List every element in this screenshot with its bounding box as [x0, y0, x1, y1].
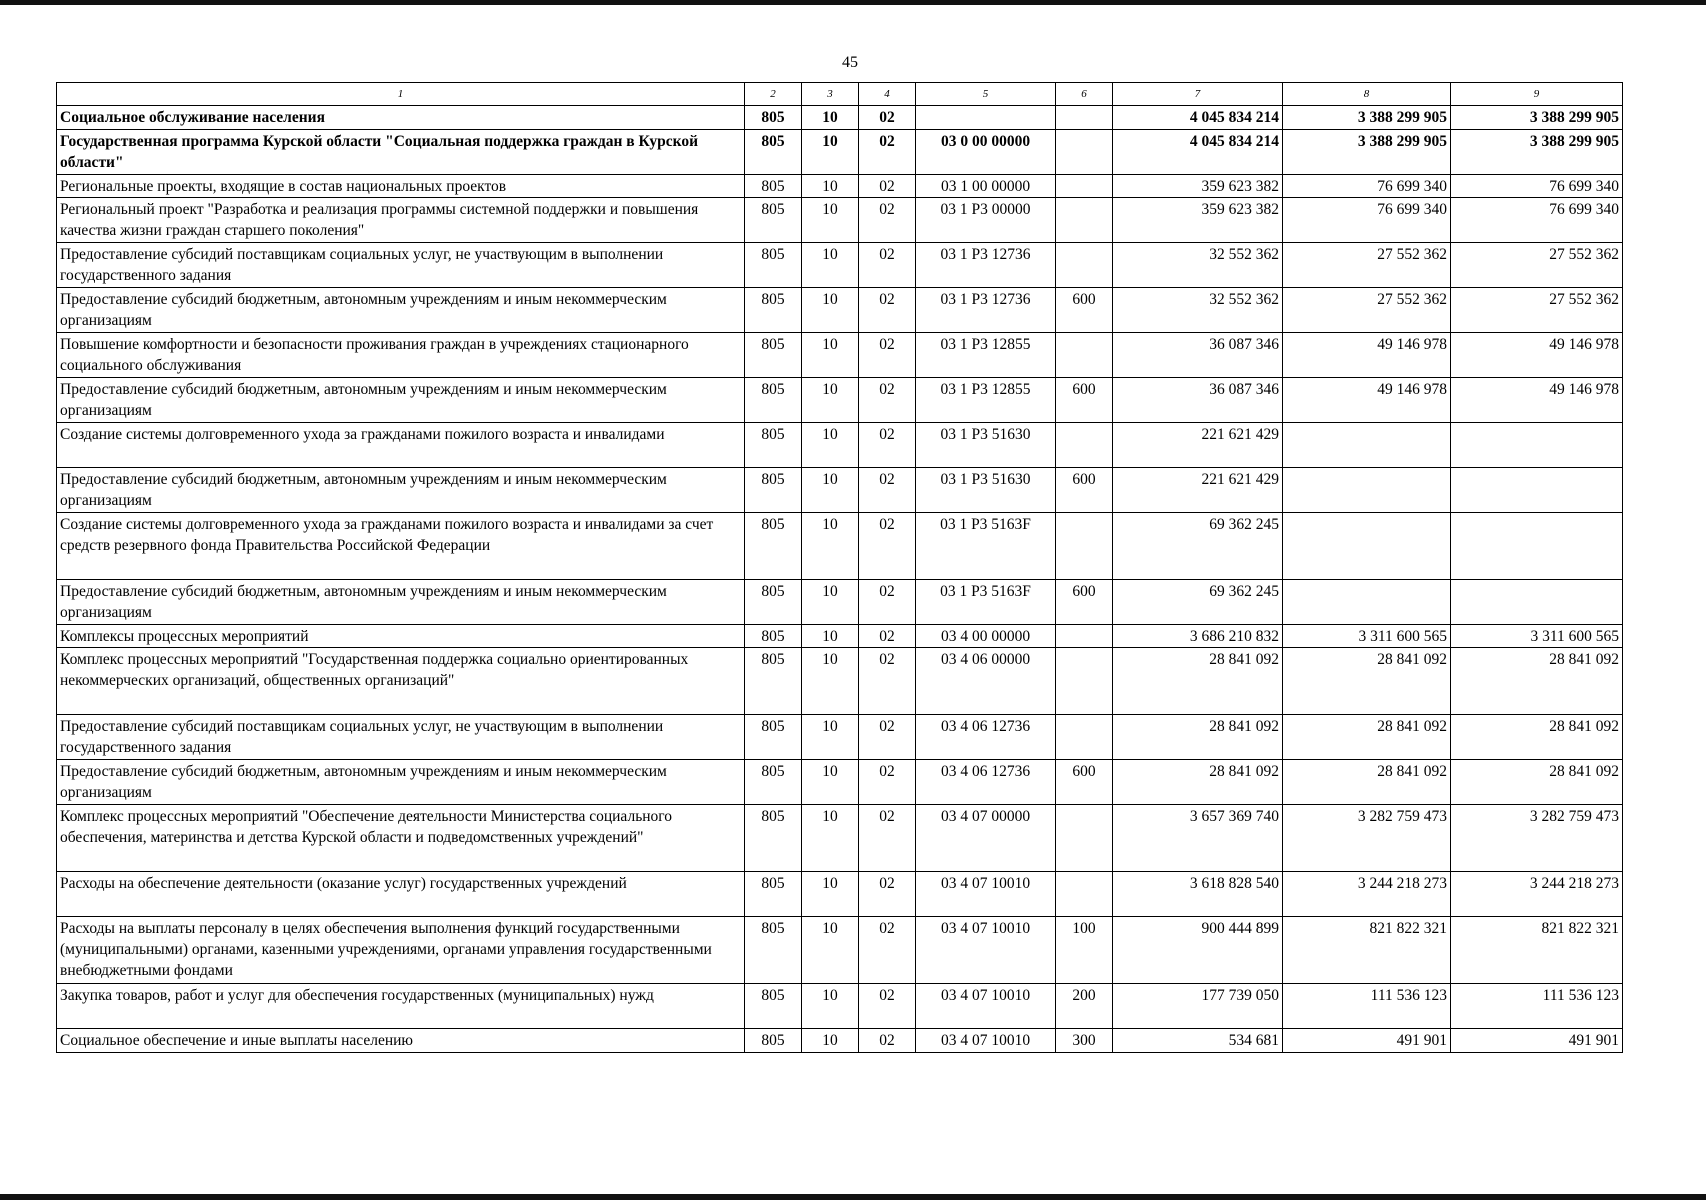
table-row [57, 872, 1623, 917]
cell-ministry-code: 805 [745, 288, 802, 333]
cell-section: 10 [802, 198, 859, 243]
cell-amount-col7: 534 681 [1113, 1029, 1283, 1053]
cell-section: 10 [802, 288, 859, 333]
cell-section: 10 [802, 760, 859, 805]
cell-section: 10 [802, 513, 859, 580]
cell-subsection: 02 [859, 872, 916, 917]
cell-subsection: 02 [859, 243, 916, 288]
table-row [57, 378, 1623, 423]
cell-expense-type: 600 [1056, 288, 1113, 333]
cell-ministry-code: 805 [745, 333, 802, 378]
cell-amount-col8: 76 699 340 [1283, 175, 1451, 198]
table-row [57, 130, 1623, 175]
table-row [57, 175, 1623, 198]
cell-section: 10 [802, 580, 859, 625]
cell-amount-col7: 3 657 369 740 [1113, 805, 1283, 872]
cell-amount-col9 [1451, 513, 1623, 580]
cell-amount-col7: 28 841 092 [1113, 648, 1283, 715]
cell-subsection: 02 [859, 130, 916, 175]
cell-subsection: 02 [859, 715, 916, 760]
cell-subsection: 02 [859, 378, 916, 423]
cell-amount-col9: 49 146 978 [1451, 333, 1623, 378]
cell-amount-col7: 359 623 382 [1113, 198, 1283, 243]
cell-subsection: 02 [859, 513, 916, 580]
row-name: Предоставление субсидий бюджетным, автономным учреждениям и иным некоммерческим организациям [57, 468, 745, 513]
cell-amount-col8: 27 552 362 [1283, 288, 1451, 333]
cell-section: 10 [802, 378, 859, 423]
cell-amount-col8: 27 552 362 [1283, 243, 1451, 288]
table-row [57, 513, 1623, 580]
cell-target-article: 03 4 07 00000 [916, 805, 1056, 872]
cell-ministry-code: 805 [745, 1029, 802, 1053]
column-number: 8 [1283, 83, 1451, 106]
cell-amount-col8: 491 901 [1283, 1029, 1451, 1053]
column-number: 2 [745, 83, 802, 106]
table-row [57, 468, 1623, 513]
cell-section: 10 [802, 333, 859, 378]
cell-section: 10 [802, 917, 859, 984]
cell-amount-col8: 76 699 340 [1283, 198, 1451, 243]
cell-target-article: 03 1 P3 12855 [916, 333, 1056, 378]
cell-ministry-code: 805 [745, 175, 802, 198]
cell-expense-type: 600 [1056, 378, 1113, 423]
table-row [57, 198, 1623, 243]
cell-amount-col8: 3 388 299 905 [1283, 130, 1451, 175]
cell-subsection: 02 [859, 984, 916, 1029]
cell-section: 10 [802, 243, 859, 288]
cell-expense-type: 600 [1056, 760, 1113, 805]
cell-amount-col9: 111 536 123 [1451, 984, 1623, 1029]
cell-ministry-code: 805 [745, 715, 802, 760]
cell-target-article: 03 1 P3 12736 [916, 288, 1056, 333]
cell-amount-col8 [1283, 513, 1451, 580]
cell-section: 10 [802, 175, 859, 198]
row-name: Предоставление субсидий бюджетным, автономным учреждениям и иным некоммерческим организациям [57, 378, 745, 423]
row-name: Предоставление субсидий бюджетным, автономным учреждениям и иным некоммерческим организациям [57, 580, 745, 625]
cell-ministry-code: 805 [745, 760, 802, 805]
column-number-row [57, 83, 1623, 106]
cell-amount-col9: 28 841 092 [1451, 715, 1623, 760]
cell-amount-col7: 3 686 210 832 [1113, 625, 1283, 648]
cell-target-article: 03 1 P3 12855 [916, 378, 1056, 423]
row-name: Комплексы процессных мероприятий [57, 625, 745, 648]
cell-amount-col8: 28 841 092 [1283, 760, 1451, 805]
cell-amount-col7: 36 087 346 [1113, 378, 1283, 423]
cell-amount-col8: 3 311 600 565 [1283, 625, 1451, 648]
row-name: Комплекс процессных мероприятий "Государственная поддержка социально ориентированных некоммерческих организаций, общественных организаций" [57, 648, 745, 715]
cell-section: 10 [802, 106, 859, 130]
table-body [57, 83, 1623, 1053]
cell-section: 10 [802, 648, 859, 715]
scan-edge-top [0, 0, 1706, 5]
cell-subsection: 02 [859, 423, 916, 468]
cell-section: 10 [802, 872, 859, 917]
row-name: Расходы на обеспечение деятельности (оказание услуг) государственных учреждений [57, 872, 745, 917]
cell-amount-col8: 3 282 759 473 [1283, 805, 1451, 872]
cell-amount-col9: 3 311 600 565 [1451, 625, 1623, 648]
column-number: 6 [1056, 83, 1113, 106]
cell-ministry-code: 805 [745, 648, 802, 715]
cell-amount-col8: 821 822 321 [1283, 917, 1451, 984]
row-name: Закупка товаров, работ и услуг для обеспечения государственных (муниципальных) нужд [57, 984, 745, 1029]
cell-amount-col7: 4 045 834 214 [1113, 130, 1283, 175]
cell-target-article: 03 4 07 10010 [916, 917, 1056, 984]
cell-amount-col9: 27 552 362 [1451, 243, 1623, 288]
cell-amount-col9 [1451, 580, 1623, 625]
table-row [57, 1029, 1623, 1053]
row-name: Социальное обслуживание населения [57, 106, 745, 130]
cell-section: 10 [802, 715, 859, 760]
cell-expense-type: 200 [1056, 984, 1113, 1029]
cell-amount-col8: 28 841 092 [1283, 648, 1451, 715]
cell-subsection: 02 [859, 805, 916, 872]
cell-subsection: 02 [859, 760, 916, 805]
cell-amount-col9: 491 901 [1451, 1029, 1623, 1053]
cell-ministry-code: 805 [745, 198, 802, 243]
table-row [57, 648, 1623, 715]
cell-amount-col7: 4 045 834 214 [1113, 106, 1283, 130]
cell-ministry-code: 805 [745, 106, 802, 130]
cell-subsection: 02 [859, 106, 916, 130]
cell-ministry-code: 805 [745, 917, 802, 984]
cell-amount-col9: 3 282 759 473 [1451, 805, 1623, 872]
cell-amount-col7: 900 444 899 [1113, 917, 1283, 984]
cell-amount-col7: 221 621 429 [1113, 423, 1283, 468]
row-name: Комплекс процессных мероприятий "Обеспечение деятельности Министерства социального обеспечения, материнства и детства Курской области и подведомственных учреждений" [57, 805, 745, 872]
column-number: 1 [57, 83, 745, 106]
cell-expense-type [1056, 872, 1113, 917]
cell-subsection: 02 [859, 468, 916, 513]
cell-amount-col9: 27 552 362 [1451, 288, 1623, 333]
cell-amount-col7: 32 552 362 [1113, 288, 1283, 333]
cell-amount-col9: 49 146 978 [1451, 378, 1623, 423]
cell-amount-col9: 76 699 340 [1451, 175, 1623, 198]
cell-expense-type [1056, 198, 1113, 243]
cell-ministry-code: 805 [745, 130, 802, 175]
table-row [57, 760, 1623, 805]
row-name: Социальное обеспечение и иные выплаты населению [57, 1029, 745, 1053]
cell-amount-col8: 28 841 092 [1283, 715, 1451, 760]
cell-target-article: 03 1 P3 5163F [916, 513, 1056, 580]
table-row [57, 243, 1623, 288]
cell-amount-col8: 3 388 299 905 [1283, 106, 1451, 130]
cell-amount-col7: 28 841 092 [1113, 715, 1283, 760]
table-row [57, 805, 1623, 872]
cell-amount-col9: 3 388 299 905 [1451, 106, 1623, 130]
cell-subsection: 02 [859, 625, 916, 648]
column-number: 9 [1451, 83, 1623, 106]
cell-amount-col9 [1451, 468, 1623, 513]
cell-expense-type [1056, 805, 1113, 872]
table-row [57, 288, 1623, 333]
cell-ministry-code: 805 [745, 984, 802, 1029]
scan-edge-bottom [0, 1194, 1706, 1200]
cell-section: 10 [802, 130, 859, 175]
budget-table [56, 82, 1623, 1053]
cell-section: 10 [802, 468, 859, 513]
cell-ministry-code: 805 [745, 378, 802, 423]
cell-section: 10 [802, 1029, 859, 1053]
cell-target-article: 03 4 06 12736 [916, 715, 1056, 760]
cell-amount-col7: 69 362 245 [1113, 580, 1283, 625]
cell-target-article: 03 0 00 00000 [916, 130, 1056, 175]
table-row [57, 580, 1623, 625]
cell-target-article [916, 106, 1056, 130]
cell-amount-col8 [1283, 580, 1451, 625]
cell-expense-type: 100 [1056, 917, 1113, 984]
row-name: Предоставление субсидий бюджетным, автономным учреждениям и иным некоммерческим организациям [57, 760, 745, 805]
cell-amount-col8: 49 146 978 [1283, 333, 1451, 378]
cell-target-article: 03 1 P3 51630 [916, 468, 1056, 513]
column-number: 3 [802, 83, 859, 106]
cell-expense-type: 600 [1056, 468, 1113, 513]
cell-target-article: 03 1 P3 00000 [916, 198, 1056, 243]
row-name: Предоставление субсидий поставщикам социальных услуг, не участвующим в выполнении государственного задания [57, 243, 745, 288]
cell-expense-type: 600 [1056, 580, 1113, 625]
table-row [57, 625, 1623, 648]
cell-target-article: 03 4 06 00000 [916, 648, 1056, 715]
cell-amount-col8 [1283, 423, 1451, 468]
cell-section: 10 [802, 805, 859, 872]
table-row [57, 423, 1623, 468]
row-name: Создание системы долговременного ухода за гражданами пожилого возраста и инвалидами [57, 423, 745, 468]
cell-expense-type [1056, 130, 1113, 175]
cell-amount-col7: 3 618 828 540 [1113, 872, 1283, 917]
cell-subsection: 02 [859, 333, 916, 378]
cell-amount-col9: 3 244 218 273 [1451, 872, 1623, 917]
cell-target-article: 03 4 00 00000 [916, 625, 1056, 648]
cell-ministry-code: 805 [745, 625, 802, 648]
column-number: 7 [1113, 83, 1283, 106]
cell-amount-col7: 28 841 092 [1113, 760, 1283, 805]
cell-expense-type [1056, 106, 1113, 130]
cell-expense-type: 300 [1056, 1029, 1113, 1053]
cell-amount-col8: 3 244 218 273 [1283, 872, 1451, 917]
cell-target-article: 03 1 P3 51630 [916, 423, 1056, 468]
cell-amount-col7: 69 362 245 [1113, 513, 1283, 580]
page-number: 45 [842, 54, 858, 71]
cell-target-article: 03 4 07 10010 [916, 984, 1056, 1029]
row-name: Предоставление субсидий поставщикам социальных услуг, не участвующим в выполнении государственного задания [57, 715, 745, 760]
cell-subsection: 02 [859, 917, 916, 984]
cell-subsection: 02 [859, 288, 916, 333]
cell-amount-col9: 28 841 092 [1451, 760, 1623, 805]
table-row [57, 333, 1623, 378]
cell-amount-col9: 76 699 340 [1451, 198, 1623, 243]
cell-subsection: 02 [859, 175, 916, 198]
cell-target-article: 03 1 00 00000 [916, 175, 1056, 198]
cell-expense-type [1056, 513, 1113, 580]
cell-amount-col8: 49 146 978 [1283, 378, 1451, 423]
cell-amount-col8: 111 536 123 [1283, 984, 1451, 1029]
table-row [57, 106, 1623, 130]
cell-ministry-code: 805 [745, 423, 802, 468]
row-name: Повышение комфортности и безопасности проживания граждан в учреждениях стационарного социального обслуживания [57, 333, 745, 378]
row-name: Расходы на выплаты персоналу в целях обеспечения выполнения функций государственными (муниципальными) органами, казенными учреждениями, органами управления государственными внебюджетными фондами [57, 917, 745, 984]
cell-amount-col7: 32 552 362 [1113, 243, 1283, 288]
row-name: Региональные проекты, входящие в состав национальных проектов [57, 175, 745, 198]
cell-section: 10 [802, 984, 859, 1029]
cell-expense-type [1056, 625, 1113, 648]
cell-amount-col7: 177 739 050 [1113, 984, 1283, 1029]
column-number: 5 [916, 83, 1056, 106]
cell-ministry-code: 805 [745, 805, 802, 872]
cell-amount-col7: 359 623 382 [1113, 175, 1283, 198]
cell-target-article: 03 1 P3 12736 [916, 243, 1056, 288]
cell-target-article: 03 4 06 12736 [916, 760, 1056, 805]
cell-amount-col9: 3 388 299 905 [1451, 130, 1623, 175]
cell-subsection: 02 [859, 1029, 916, 1053]
cell-expense-type [1056, 175, 1113, 198]
cell-subsection: 02 [859, 648, 916, 715]
cell-target-article: 03 4 07 10010 [916, 1029, 1056, 1053]
cell-ministry-code: 805 [745, 468, 802, 513]
cell-expense-type [1056, 648, 1113, 715]
cell-amount-col7: 221 621 429 [1113, 468, 1283, 513]
cell-amount-col8 [1283, 468, 1451, 513]
cell-amount-col9 [1451, 423, 1623, 468]
table-row [57, 715, 1623, 760]
cell-section: 10 [802, 423, 859, 468]
cell-subsection: 02 [859, 580, 916, 625]
row-name: Региональный проект "Разработка и реализация программы системной поддержки и повышения качества жизни граждан старшего поколения" [57, 198, 745, 243]
row-name: Создание системы долговременного ухода за гражданами пожилого возраста и инвалидами за счет средств резервного фонда Правительства Российской Федерации [57, 513, 745, 580]
cell-ministry-code: 805 [745, 513, 802, 580]
cell-ministry-code: 805 [745, 872, 802, 917]
cell-expense-type [1056, 333, 1113, 378]
cell-target-article: 03 4 07 10010 [916, 872, 1056, 917]
row-name: Предоставление субсидий бюджетным, автономным учреждениям и иным некоммерческим организациям [57, 288, 745, 333]
cell-expense-type [1056, 715, 1113, 760]
cell-expense-type [1056, 243, 1113, 288]
cell-ministry-code: 805 [745, 580, 802, 625]
cell-target-article: 03 1 P3 5163F [916, 580, 1056, 625]
cell-section: 10 [802, 625, 859, 648]
cell-subsection: 02 [859, 198, 916, 243]
table-row [57, 917, 1623, 984]
cell-amount-col9: 821 822 321 [1451, 917, 1623, 984]
table-row [57, 984, 1623, 1029]
row-name: Государственная программа Курской области "Социальная поддержка граждан в Курской области" [57, 130, 745, 175]
cell-amount-col9: 28 841 092 [1451, 648, 1623, 715]
cell-expense-type [1056, 423, 1113, 468]
column-number: 4 [859, 83, 916, 106]
cell-amount-col7: 36 087 346 [1113, 333, 1283, 378]
cell-ministry-code: 805 [745, 243, 802, 288]
